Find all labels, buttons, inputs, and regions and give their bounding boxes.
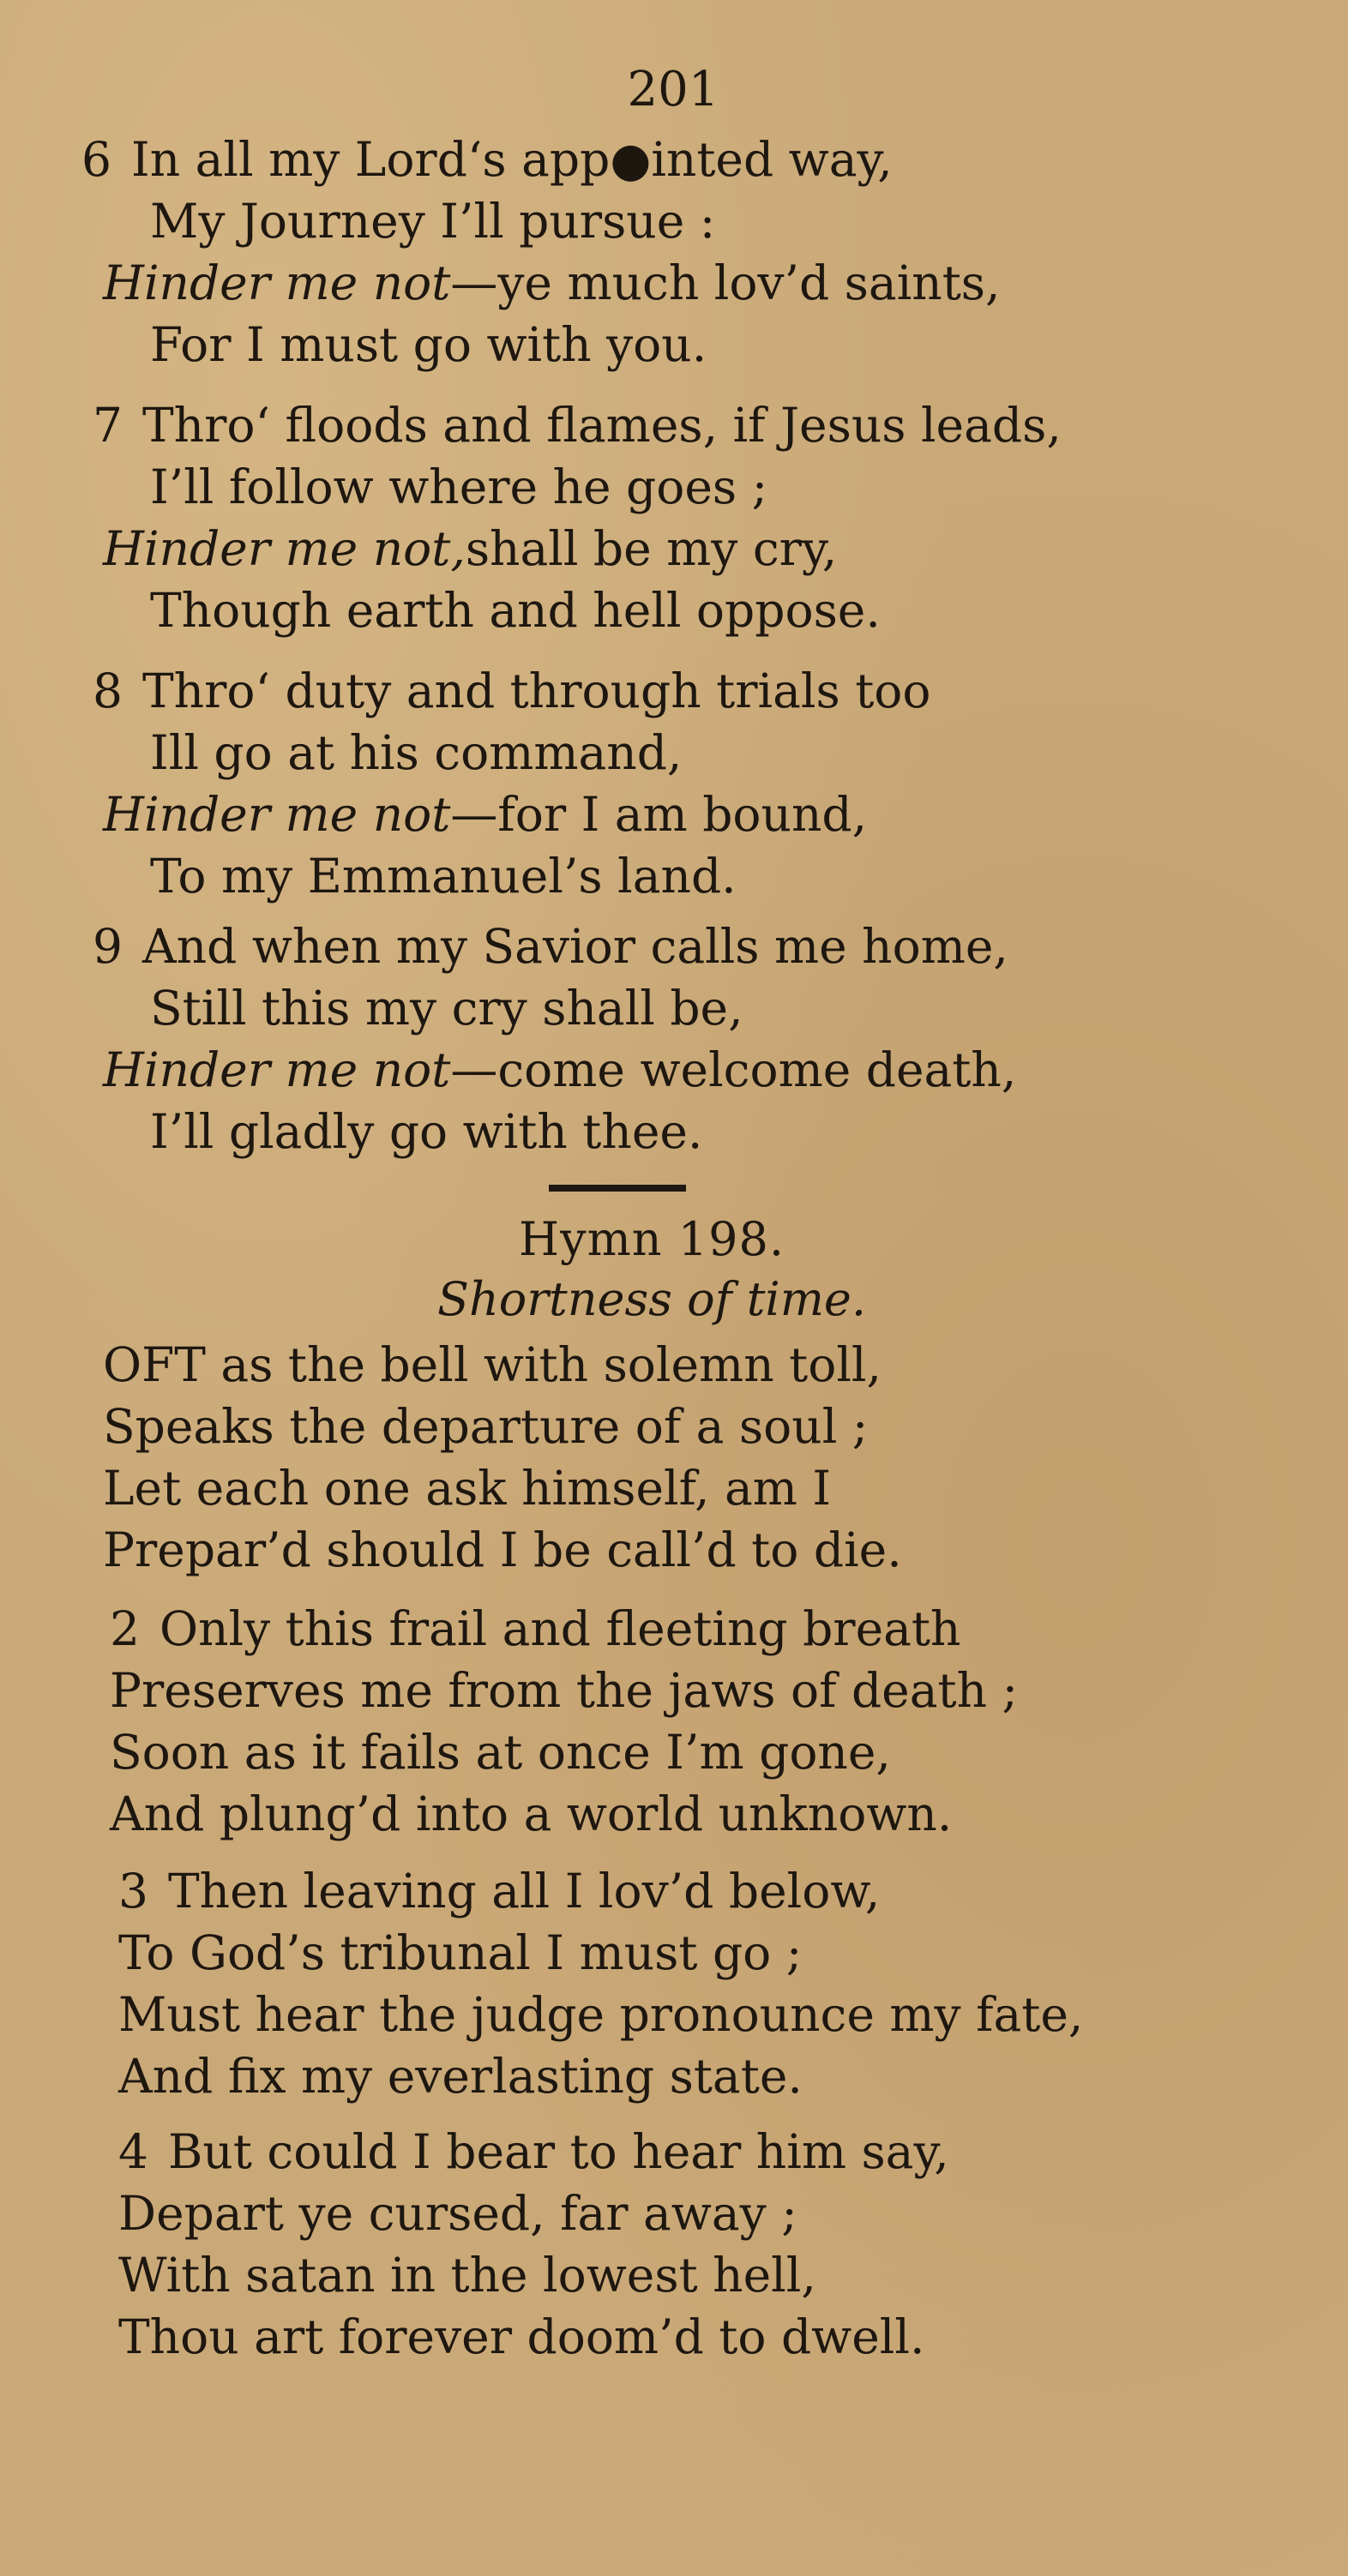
verse-text: Still this my cry shall be, bbox=[150, 981, 743, 1036]
verse-9-line-1 bbox=[93, 916, 1008, 977]
verse-number: 9 bbox=[93, 919, 123, 974]
verse-7-line-2 bbox=[150, 456, 767, 518]
verse-text: —come welcome death, bbox=[450, 1042, 1017, 1097]
hymn-verse-3-line-1 bbox=[118, 1860, 880, 1922]
verse-8-line-4 bbox=[150, 845, 737, 907]
verse-number: 8 bbox=[93, 664, 123, 718]
verse-text: OFT as the bell with solemn toll, bbox=[103, 1337, 882, 1392]
verse-text: Speaks the departure of a soul ; bbox=[103, 1399, 869, 1454]
verse-8-line-3 bbox=[103, 784, 867, 845]
hymn-verse-3-line-3 bbox=[118, 1984, 1083, 2045]
verse-text: Thro‘ duty and through trials too bbox=[142, 664, 931, 718]
verse-text: For I must go with you. bbox=[150, 317, 707, 372]
verse-text: I’ll follow where he goes ; bbox=[150, 459, 768, 514]
verse-6-line-3 bbox=[103, 252, 1001, 314]
hymn-verse-4-line-1 bbox=[118, 2121, 949, 2183]
verse-text: Ill go at his command, bbox=[150, 725, 683, 780]
hymn-verse-1-line-1 bbox=[103, 1334, 882, 1396]
hymn-subtitle: Shortness of time. bbox=[436, 1272, 867, 1326]
verse-text: —for I am bound, bbox=[450, 787, 868, 842]
verse-text: Though earth and hell oppose. bbox=[150, 583, 881, 638]
verse-text: shall be my cry, bbox=[465, 521, 838, 576]
hymn-verse-1-line-4 bbox=[103, 1519, 902, 1581]
hymn-verse-2-line-3 bbox=[110, 1721, 891, 1783]
verse-number: 2 bbox=[110, 1601, 140, 1656]
verse-number: 4 bbox=[118, 2124, 148, 2179]
section-divider bbox=[549, 1185, 686, 1192]
verse-text: Soon as it fails at once I’m gone, bbox=[110, 1725, 891, 1780]
hymn-verse-2-line-1 bbox=[110, 1598, 960, 1660]
verse-8-line-1 bbox=[93, 660, 931, 722]
verse-text: Thro‘ floods and flames, if Jesus leads, bbox=[142, 398, 1062, 453]
verse-8-line-2 bbox=[150, 722, 682, 784]
verse-number: 6 bbox=[81, 132, 111, 187]
hymn-verse-3-line-2 bbox=[118, 1922, 802, 1984]
hymn-verse-4-line-2 bbox=[118, 2183, 797, 2244]
verse-text: And plung’d into a world unknown. bbox=[110, 1786, 953, 1841]
verse-6-line-1 bbox=[81, 129, 893, 190]
verse-6-line-4 bbox=[150, 314, 707, 375]
verse-text: In all my Lord‘s app●inted way, bbox=[131, 132, 893, 187]
verse-text: Only this frail and fleeting breath bbox=[159, 1601, 961, 1656]
verse-7-line-4 bbox=[150, 579, 881, 641]
verse-9-line-2 bbox=[150, 977, 743, 1039]
verse-text: Let each one ask himself, am I bbox=[103, 1461, 832, 1516]
verse-text: To my Emmanuel’s land. bbox=[150, 849, 737, 904]
verse-9-line-3 bbox=[103, 1039, 1016, 1101]
verse-text: I’ll gladly go with thee. bbox=[150, 1104, 703, 1159]
verse-text: But could I bear to hear him say, bbox=[168, 2124, 949, 2179]
verse-italic-text: Hinder me not bbox=[103, 787, 451, 842]
verse-text: Preserves me from the jaws of death ; bbox=[110, 1663, 1019, 1718]
hymn-verse-2-line-2 bbox=[110, 1660, 1018, 1721]
verse-text: Thou art forever doom’d to dwell. bbox=[118, 2309, 925, 2364]
verse-9-line-4 bbox=[150, 1101, 702, 1162]
hymn-verse-2-line-4 bbox=[110, 1783, 952, 1845]
verse-italic-text: Hinder me not, bbox=[103, 521, 466, 576]
hymn-verse-4-line-4 bbox=[118, 2306, 924, 2368]
verse-text: And fix my everlasting state. bbox=[118, 2049, 803, 2104]
verse-italic-text: Hinder me not bbox=[103, 255, 451, 310]
verse-text: Depart ye cursed, far away ; bbox=[118, 2186, 797, 2241]
verse-7-line-3 bbox=[103, 518, 837, 579]
hymn-verse-4-line-3 bbox=[118, 2244, 816, 2306]
hymn-title: Hymn 198. bbox=[519, 1212, 785, 1266]
verse-text: And when my Savior calls me home, bbox=[142, 919, 1008, 974]
hymn-verse-1-line-3 bbox=[103, 1457, 831, 1519]
verse-text: Prepar’d should I be call’d to die. bbox=[103, 1522, 902, 1577]
verse-text: To God’s tribunal I must go ; bbox=[118, 1925, 803, 1980]
verse-text: —ye much lov’d saints, bbox=[450, 255, 1001, 310]
hymn-verse-1-line-2 bbox=[103, 1396, 868, 1457]
verse-number: 7 bbox=[93, 398, 123, 453]
verse-text: My Journey I’ll pursue : bbox=[150, 194, 716, 249]
verse-italic-text: Hinder me not bbox=[103, 1042, 451, 1097]
hymn-verse-3-line-4 bbox=[118, 2045, 803, 2107]
verse-text: With satan in the lowest hell, bbox=[118, 2248, 816, 2303]
verse-6-line-2 bbox=[150, 190, 715, 252]
verse-number: 3 bbox=[118, 1864, 148, 1918]
verse-text: Then leaving all I lov’d below, bbox=[168, 1864, 881, 1918]
verse-7-line-1 bbox=[93, 394, 1062, 456]
verse-text: Must hear the judge pronounce my fate, bbox=[118, 1987, 1084, 2042]
page-number: 201 bbox=[627, 62, 719, 117]
